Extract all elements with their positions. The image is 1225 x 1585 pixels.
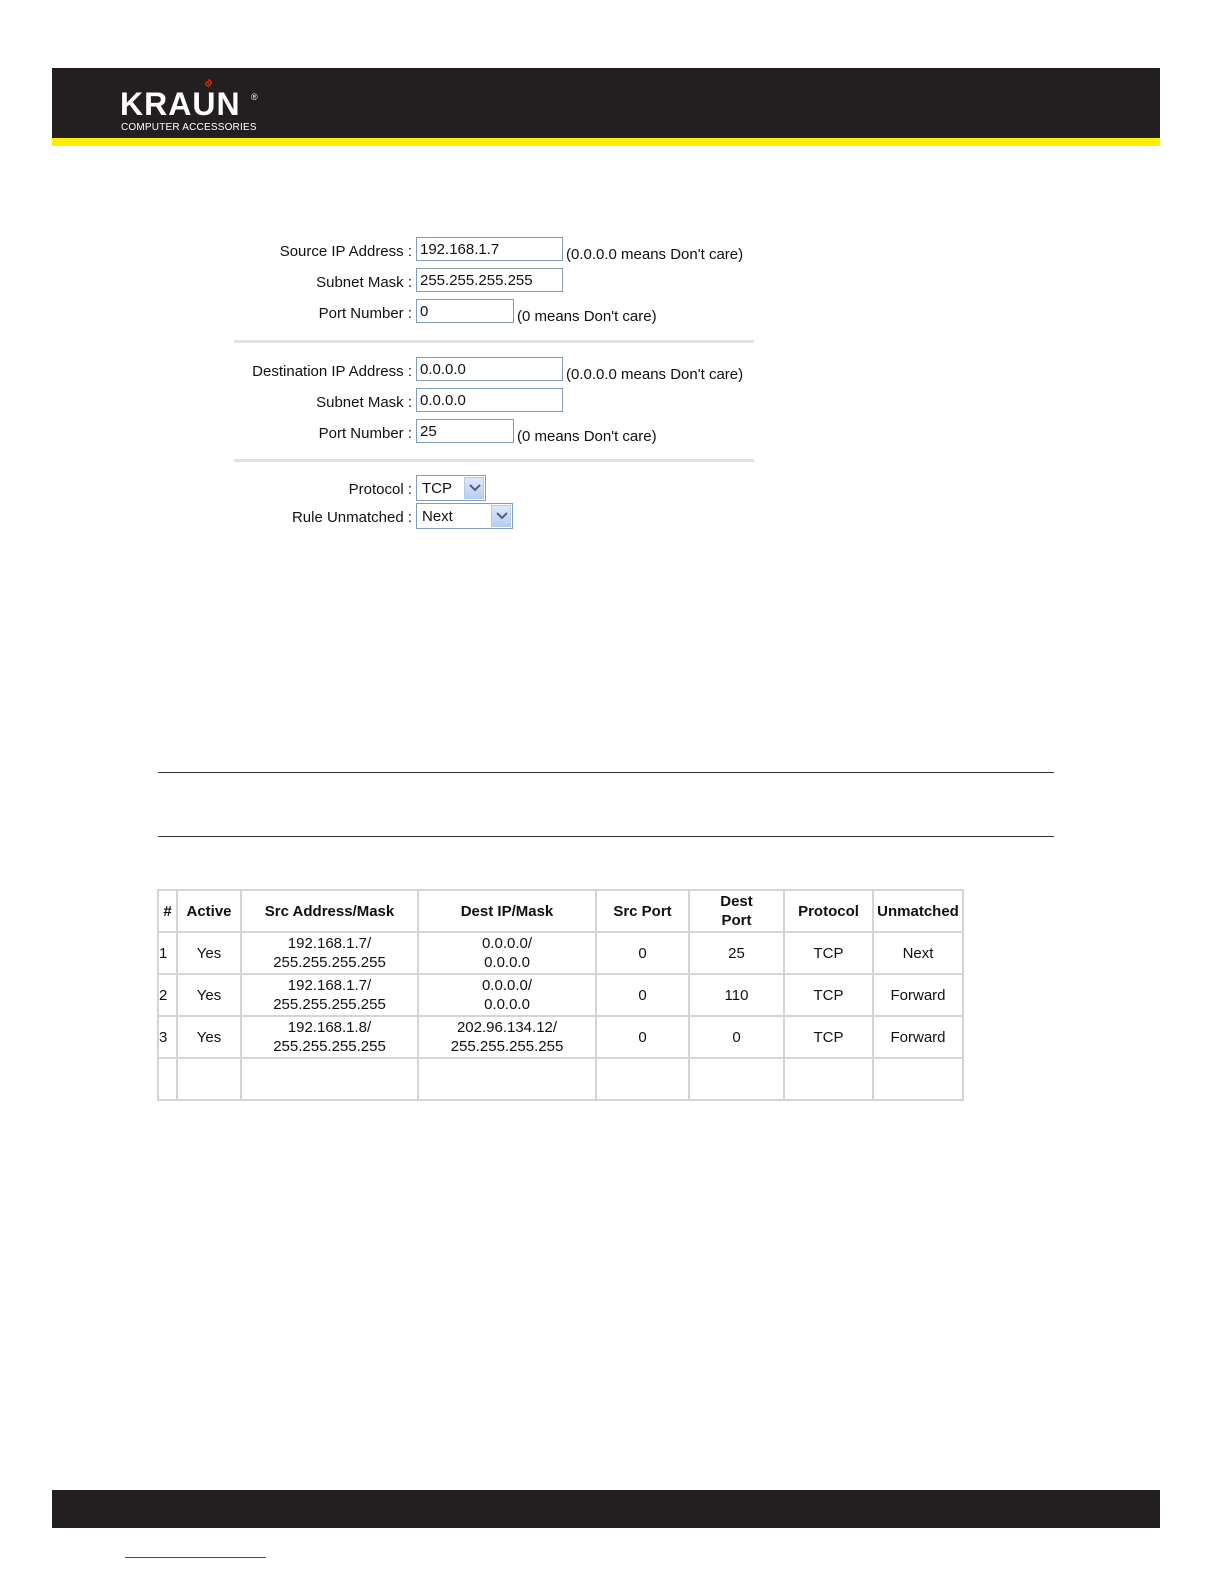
source-port-label: Port Number : (318, 305, 412, 322)
cell-dest-port: 0 (689, 1016, 784, 1058)
logo-wordmark: KRAUN (120, 86, 241, 122)
dest-ip-label: Destination IP Address : (252, 363, 412, 380)
logo-tagline: COMPUTER ACCESSORIES (121, 122, 257, 133)
col-header-src: Src Address/Mask (241, 890, 418, 932)
cell-protocol: TCP (784, 1016, 873, 1058)
cell-empty (784, 1058, 873, 1100)
chevron-down-icon[interactable] (491, 505, 511, 527)
cell-active: Yes (177, 974, 241, 1016)
col-header-protocol: Protocol (784, 890, 873, 932)
cell-num: 1 (158, 932, 177, 974)
cell-empty (241, 1058, 418, 1100)
dest-port-hint: (0 means Don't care) (517, 428, 657, 445)
table-row-cutoff (158, 1058, 963, 1100)
source-port-input[interactable] (416, 299, 514, 323)
dest-ip-input[interactable] (416, 357, 563, 381)
col-header-dest-port-line1: Dest (720, 893, 753, 910)
dest-ip-row (230, 357, 760, 385)
cell-dest-mask: 0.0.0.0 (484, 996, 530, 1013)
filter-rules-table (157, 889, 964, 1101)
source-ip-row (230, 237, 760, 265)
dest-mask-label: Subnet Mask : (316, 394, 412, 411)
cell-empty (596, 1058, 689, 1100)
col-header-dest-port-line2: Port (721, 912, 752, 929)
protocol-row (230, 475, 760, 503)
cell-unmatched: Forward (873, 1016, 963, 1058)
source-mask-input[interactable] (416, 268, 563, 292)
page-footer (52, 1490, 1160, 1528)
cell-src-port: 0 (596, 932, 689, 974)
cell-num: 3 (158, 1016, 177, 1058)
protocol-label: Protocol : (348, 481, 412, 498)
cell-protocol: TCP (784, 974, 873, 1016)
source-port-row (230, 299, 760, 327)
cell-empty (689, 1058, 784, 1100)
cell-dest-port: 110 (689, 974, 784, 1016)
divider-line (158, 772, 1054, 773)
col-header-active: Active (177, 890, 241, 932)
cell-empty (177, 1058, 241, 1100)
source-ip-input[interactable] (416, 237, 563, 261)
dest-ip-hint: (0.0.0.0 means Don't care) (566, 366, 744, 383)
col-header-dest-port (689, 890, 784, 932)
cell-dest (418, 1016, 596, 1058)
protocol-select[interactable] (416, 475, 486, 501)
protocol-select-value: TCP (422, 480, 452, 497)
rule-unmatched-row (230, 503, 760, 531)
table-header-row (158, 890, 963, 932)
dest-port-input[interactable] (416, 419, 514, 443)
cell-unmatched: Forward (873, 974, 963, 1016)
dest-port-row (230, 419, 760, 447)
cell-src-port: 0 (596, 1016, 689, 1058)
dest-port-label: Port Number : (318, 425, 412, 442)
header-stripe (52, 138, 1160, 146)
dest-mask-input[interactable] (416, 388, 563, 412)
cell-dest (418, 974, 596, 1016)
rule-unmatched-label: Rule Unmatched : (291, 509, 412, 526)
section-divider (234, 459, 754, 462)
source-ip-label: Source IP Address : (279, 243, 412, 260)
col-header-src-port: Src Port (596, 890, 689, 932)
cell-unmatched: Next (873, 932, 963, 974)
footer-link-underline[interactable] (125, 1557, 266, 1558)
cell-active: Yes (177, 932, 241, 974)
col-header-unmatched: Unmatched (873, 890, 963, 932)
col-header-dest: Dest IP/Mask (418, 890, 596, 932)
source-port-hint: (0 means Don't care) (517, 308, 657, 325)
cell-src-ip: 192.168.1.8/ (287, 1019, 372, 1036)
col-header-num: # (158, 890, 177, 932)
cell-src (241, 1016, 418, 1058)
cell-dest-ip: 0.0.0.0/ (481, 935, 533, 952)
kraun-logo (120, 87, 270, 137)
rule-unmatched-select[interactable] (416, 503, 513, 529)
cell-empty (418, 1058, 596, 1100)
source-mask-label: Subnet Mask : (316, 274, 412, 291)
cell-dest-port: 25 (689, 932, 784, 974)
section-divider (234, 340, 754, 343)
table-row[interactable] (158, 932, 963, 974)
table-row[interactable] (158, 1016, 963, 1058)
cell-empty (873, 1058, 963, 1100)
cell-src (241, 932, 418, 974)
cell-dest-mask: 0.0.0.0 (484, 954, 530, 971)
divider-line (158, 836, 1054, 837)
source-mask-row (230, 268, 760, 296)
cell-src-ip: 192.168.1.7/ (287, 977, 372, 994)
rule-unmatched-select-value: Next (422, 508, 453, 525)
cell-protocol: TCP (784, 932, 873, 974)
cell-empty (158, 1058, 177, 1100)
cell-active: Yes (177, 1016, 241, 1058)
cell-num: 2 (158, 974, 177, 1016)
cell-dest-ip: 0.0.0.0/ (481, 977, 533, 994)
source-ip-hint: (0.0.0.0 means Don't care) (566, 246, 744, 263)
table-row[interactable] (158, 974, 963, 1016)
cell-dest-mask: 255.255.255.255 (450, 1038, 564, 1055)
cell-src (241, 974, 418, 1016)
cell-dest-ip: 202.96.134.12/ (456, 1019, 558, 1036)
cell-src-ip: 192.168.1.7/ (287, 935, 372, 952)
cell-dest (418, 932, 596, 974)
cell-src-mask: 255.255.255.255 (273, 996, 386, 1013)
cell-src-mask: 255.255.255.255 (273, 1038, 386, 1055)
cell-src-port: 0 (596, 974, 689, 1016)
dest-mask-row (230, 388, 760, 416)
chevron-down-icon[interactable] (464, 477, 484, 499)
cell-src-mask: 255.255.255.255 (273, 954, 386, 971)
registered-mark: ® (251, 92, 258, 102)
